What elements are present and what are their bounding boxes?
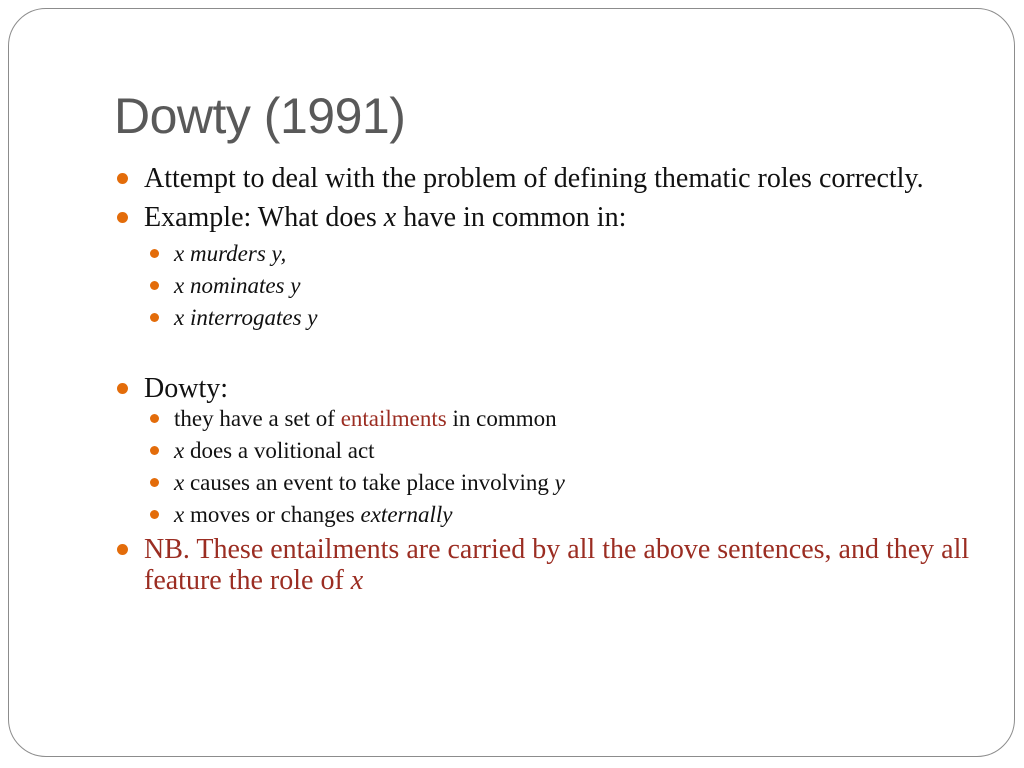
dowty-label: Dowty: (144, 373, 228, 404)
bullet-attempt (114, 163, 974, 194)
example-lead: Example: What does (144, 202, 384, 233)
sub-bullet-interrogates (114, 305, 974, 331)
sub-bullet-nominates (114, 273, 974, 299)
volitional-text: does a volitional act (184, 438, 375, 463)
nb-var: x (350, 565, 364, 596)
causes-var: x (174, 470, 185, 495)
sub-bullet-moves (114, 502, 974, 528)
sub-bullet-volitional (114, 438, 974, 464)
bullet-example (114, 202, 974, 233)
sub-bullet-dot (150, 281, 159, 290)
bullet-dot (117, 212, 128, 223)
sub-bullet-murders (114, 241, 974, 267)
sub-bullet-dot (150, 478, 159, 487)
volitional-var: x (174, 438, 185, 463)
bullet-nb (114, 534, 974, 596)
sub-bullet-dot (150, 249, 159, 258)
bullet-dot (117, 544, 128, 555)
example-var: x (383, 202, 397, 233)
sub-bullet-text: x interrogates y (174, 305, 318, 330)
sub-bullet-causes (114, 470, 974, 496)
bullet-dot (117, 383, 128, 394)
sub-bullet-text: x nominates y (174, 273, 301, 298)
slide-title: Dowty (1991) (114, 88, 406, 144)
nb-text: NB. These entailments are carried by all the above sentences, and they all feature the role of (144, 534, 970, 596)
entailments-term: entailments (340, 406, 447, 431)
sub-bullet-dot (150, 414, 159, 423)
bullet-attempt-text: Attempt to deal with the problem of defining thematic roles correctly. (144, 163, 924, 194)
sub-bullet-dot (150, 446, 159, 455)
causes-var2: y (554, 470, 565, 495)
entailments-post: in common (446, 406, 557, 431)
sub-bullet-text: x murders y, (174, 241, 287, 266)
moves-var: x (174, 502, 185, 527)
sub-bullet-dot (150, 313, 159, 322)
moves-text: moves or changes (184, 502, 361, 527)
spacer (114, 337, 974, 373)
moves-adv: externally (360, 502, 453, 527)
entailments-pre: they have a set of (174, 406, 341, 431)
sub-bullet-dot (150, 510, 159, 519)
causes-text: causes an event to take place involving (184, 470, 555, 495)
bullet-dowty (114, 373, 974, 404)
sub-bullet-entailments (114, 406, 974, 432)
bullet-dot (117, 173, 128, 184)
slide-content (114, 163, 974, 604)
example-tail: have in common in: (396, 202, 627, 233)
